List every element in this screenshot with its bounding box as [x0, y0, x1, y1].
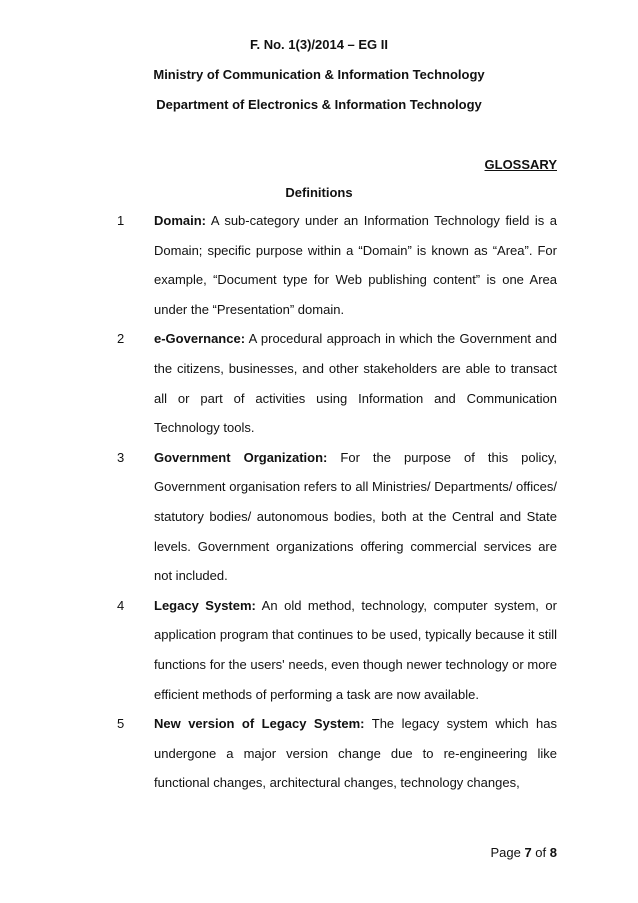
definitions-heading: Definitions — [285, 185, 353, 200]
of-label: of — [535, 845, 547, 860]
definition-entry-new-version-legacy-system — [117, 709, 557, 798]
entry-body — [154, 324, 557, 442]
glossary-heading: GLOSSARY — [484, 157, 557, 172]
entry-term: Government Organization: — [154, 449, 328, 465]
entry-number: 3 — [117, 449, 125, 465]
definition-entry-legacy-system — [117, 591, 557, 709]
department-name: Department of Electronics & Information Technology — [156, 97, 482, 112]
entry-number: 2 — [117, 331, 125, 347]
entry-term: Domain: — [154, 213, 206, 228]
page-number: 7 — [524, 845, 532, 860]
entry-term: New version of Legacy System: — [154, 716, 365, 732]
ministry-name: Ministry of Communication & Information Technology — [153, 67, 485, 82]
entry-body — [154, 443, 557, 591]
entry-definition: An old method, technology, computer system, or application program that continues to be used, typically because it still functions for the users' needs, even though newer technology or more efficient methods of performing a task are now available. — [154, 597, 557, 702]
total-pages: 8 — [549, 845, 557, 860]
entry-body — [154, 206, 557, 324]
page-label: Page — [490, 845, 521, 860]
entry-definition: For the purpose of this policy, Government organisation refers to all Ministries/ Departments/ offices/ statutory bodies/ autonomous bodies, both at the Central and State levels. Government organizations offering commercial services are not included. — [154, 449, 557, 584]
entry-definition: A procedural approach in which the Government and the citizens, businesses, and other stakeholders are able to transact all or part of activities using Information and Communication Technology tools. — [154, 331, 557, 436]
entry-number: 1 — [117, 213, 125, 228]
entry-number: 4 — [117, 597, 125, 613]
definitions-list — [117, 206, 557, 798]
definition-entry-e-governance — [117, 324, 557, 442]
definition-entry-domain — [117, 206, 557, 324]
entry-definition: The legacy system which has undergone a major version change due to re-engineering like functional changes, architectural changes, technology changes, — [154, 716, 557, 791]
entry-body — [154, 591, 557, 709]
entry-definition: A sub-category under an Information Technology field is a Domain; specific purpose within a “Domain” is known as “Area”. For example, “Document type for Web publishing content” is one Area under the “Presentation” domain. — [154, 213, 557, 317]
file-number: F. No. 1(3)/2014 – EG II — [250, 37, 388, 52]
definition-entry-government-organization — [117, 443, 557, 591]
entry-term: Legacy System: — [154, 597, 256, 613]
page-footer — [490, 845, 557, 861]
entry-term: e-Governance: — [154, 331, 246, 347]
entry-number: 5 — [117, 716, 125, 732]
entry-body — [154, 709, 557, 798]
